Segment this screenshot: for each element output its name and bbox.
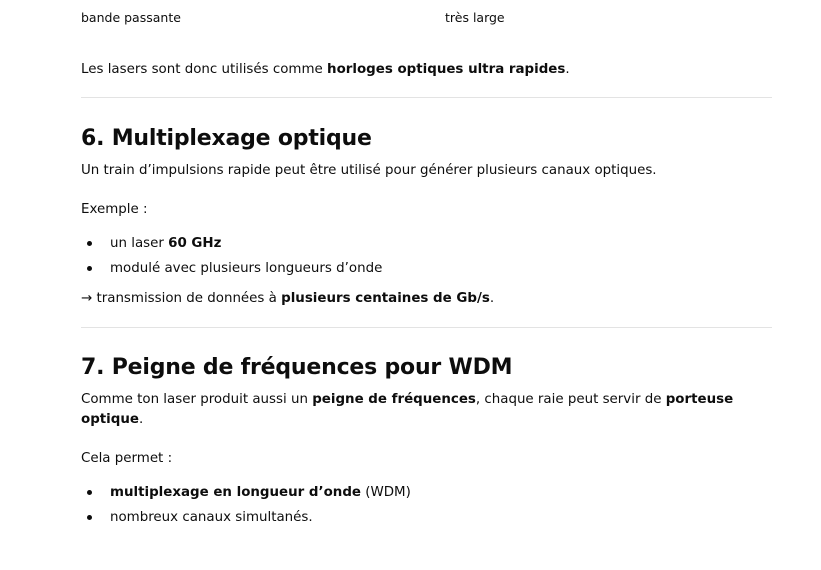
bold-text: porteuse optique — [81, 392, 734, 427]
paragraph: Cela permet : — [81, 451, 173, 466]
bold-text: plusieurs centaines de Gb/s — [281, 291, 490, 306]
section-heading: 7. Peigne de fréquences pour WDM — [81, 355, 513, 380]
bold-text: peigne de fréquences — [312, 392, 476, 407]
bullet-icon — [87, 266, 92, 271]
text: (WDM) — [361, 485, 411, 500]
text: Comme ton laser produit aussi un — [81, 392, 313, 407]
document-content — [81, 0, 772, 530]
bold-text: horloges optiques ultra rapides — [327, 62, 566, 77]
table-cell: bande passante — [81, 10, 181, 25]
paragraph: Un train d’impulsions rapide peut être utilisé pour générer plusieurs canaux optiques. — [81, 163, 657, 178]
paragraph: Exemple : — [81, 202, 148, 217]
table-cell: très large — [445, 10, 505, 25]
bold-text: 60 GHz — [168, 236, 222, 251]
bullet-list — [81, 480, 772, 530]
list-item — [81, 256, 772, 281]
text: . — [565, 62, 570, 77]
text: , chaque raie peut servir de — [475, 392, 666, 407]
paragraph — [81, 289, 772, 309]
text: → transmission de données à — [81, 291, 282, 306]
text: nombreux canaux simultanés. — [110, 510, 313, 525]
divider — [81, 327, 772, 328]
list-item — [81, 505, 772, 530]
text: Les lasers sont donc utilisés comme — [81, 62, 328, 77]
list-item — [81, 231, 772, 256]
section-heading: 6. Multiplexage optique — [81, 126, 372, 151]
text: modulé avec plusieurs longueurs d’onde — [110, 261, 383, 276]
bullet-icon — [87, 490, 92, 495]
bullet-icon — [87, 515, 92, 520]
bold-text: multiplexage en longueur d’onde — [110, 485, 361, 500]
text: un laser — [110, 236, 169, 251]
divider — [81, 97, 772, 98]
text: . — [138, 412, 144, 427]
text: . — [489, 291, 495, 306]
bullet-list — [81, 231, 772, 281]
bullet-icon — [87, 241, 92, 246]
paragraph — [81, 390, 772, 430]
paragraph — [81, 60, 772, 80]
table-row — [81, 0, 772, 36]
list-item — [81, 480, 772, 505]
